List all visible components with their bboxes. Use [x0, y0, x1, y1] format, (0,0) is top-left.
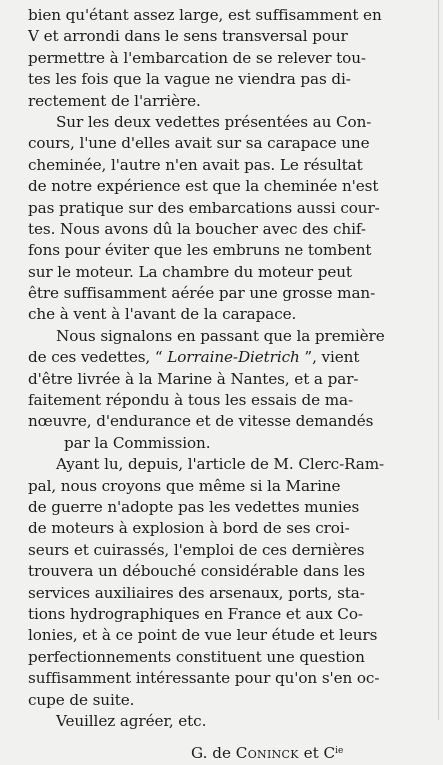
- signature-prefix: G. de: [191, 744, 236, 763]
- closing-line: Veuillez agréer, etc.: [56, 711, 207, 730]
- signature-sup: ie: [335, 746, 344, 757]
- text-line: pal, nous croyons que même si la Marine: [28, 476, 341, 495]
- signature-name: Coninck: [235, 744, 299, 763]
- text-line: tes les fois que la vague ne viendra pas di-: [28, 70, 351, 89]
- text-line: cours, l'une d'elles avait sur sa carapace une: [28, 134, 370, 153]
- text-line: tions hydrographiques en France et aux Co-: [28, 604, 363, 623]
- column-rule: [438, 0, 439, 720]
- text-line: de guerre n'adopte pas les vedettes munies: [28, 497, 360, 516]
- signature: [28, 741, 431, 764]
- paragraph-4: [28, 454, 431, 711]
- text-line: cheminée, l'autre n'en avait pas. Le résultat: [28, 155, 363, 174]
- text-line: V et arrondi dans le sens transversal pour: [28, 27, 348, 46]
- signature-suffix: et C: [298, 744, 336, 763]
- text-line: lonies, et à ce point de vue leur étude et leurs: [28, 626, 378, 645]
- text-line: être suffisamment aérée par une grosse man-: [28, 284, 376, 303]
- text-line: nœuvre, d'endurance et de vitesse demandés: [28, 412, 374, 431]
- boat-name: Lorraine-Dietrich: [167, 348, 300, 367]
- text-line: rectement de l'arrière.: [28, 91, 201, 110]
- text-line-with-quote: [28, 347, 431, 368]
- text-line: che à vent à l'avant de la carapace.: [28, 305, 297, 324]
- text-line: suffisamment intéressante pour qu'on s'en oc-: [28, 669, 380, 688]
- text-line: services auxiliaires des arsenaux, ports, sta-: [28, 583, 365, 602]
- closing: [28, 711, 431, 732]
- text-line: d'être livrée à la Marine à Nantes, et a par-: [28, 369, 359, 388]
- text-line: tes. Nous avons dû la boucher avec des chif-: [28, 219, 366, 238]
- text-line: bien qu'étant assez large, est suffisamment en: [28, 6, 382, 24]
- quote-prefix: de ces vedettes, “: [28, 348, 168, 367]
- text-line: fons pour éviter que les embruns ne tombent: [28, 241, 372, 260]
- text-line: seurs et cuirassés, l'emploi de ces dernières: [28, 540, 365, 559]
- text-line: faitement répondu à tous les essais de ma-: [28, 391, 353, 410]
- text-line: Sur les deux vedettes présentées au Con-: [56, 112, 372, 131]
- text-line: pas pratique sur des embarcations aussi cour-: [28, 198, 380, 217]
- text-line: trouvera un débouché considérable dans les: [28, 562, 365, 581]
- text-line: cupe de suite.: [28, 690, 135, 709]
- quote-suffix: ”, vient: [299, 348, 360, 367]
- paragraph-1: [28, 5, 431, 112]
- paragraph-2: [28, 112, 431, 326]
- text-line: Ayant lu, depuis, l'article de M. Clerc-Ram-: [56, 455, 385, 474]
- text-line: permettre à l'embarcation de se relever tou-: [28, 48, 366, 67]
- text-line: par la Commission.: [64, 433, 211, 452]
- text-line: Nous signalons en passant que la première: [56, 326, 385, 345]
- paragraph-3: [28, 326, 431, 454]
- text-line: perfectionnements constituent une question: [28, 647, 365, 666]
- text-line: sur le moteur. La chambre du moteur peut: [28, 262, 352, 281]
- text-line: de notre expérience est que la cheminée n'est: [28, 177, 379, 196]
- text-line: de moteurs à explosion à bord de ses croi-: [28, 519, 350, 538]
